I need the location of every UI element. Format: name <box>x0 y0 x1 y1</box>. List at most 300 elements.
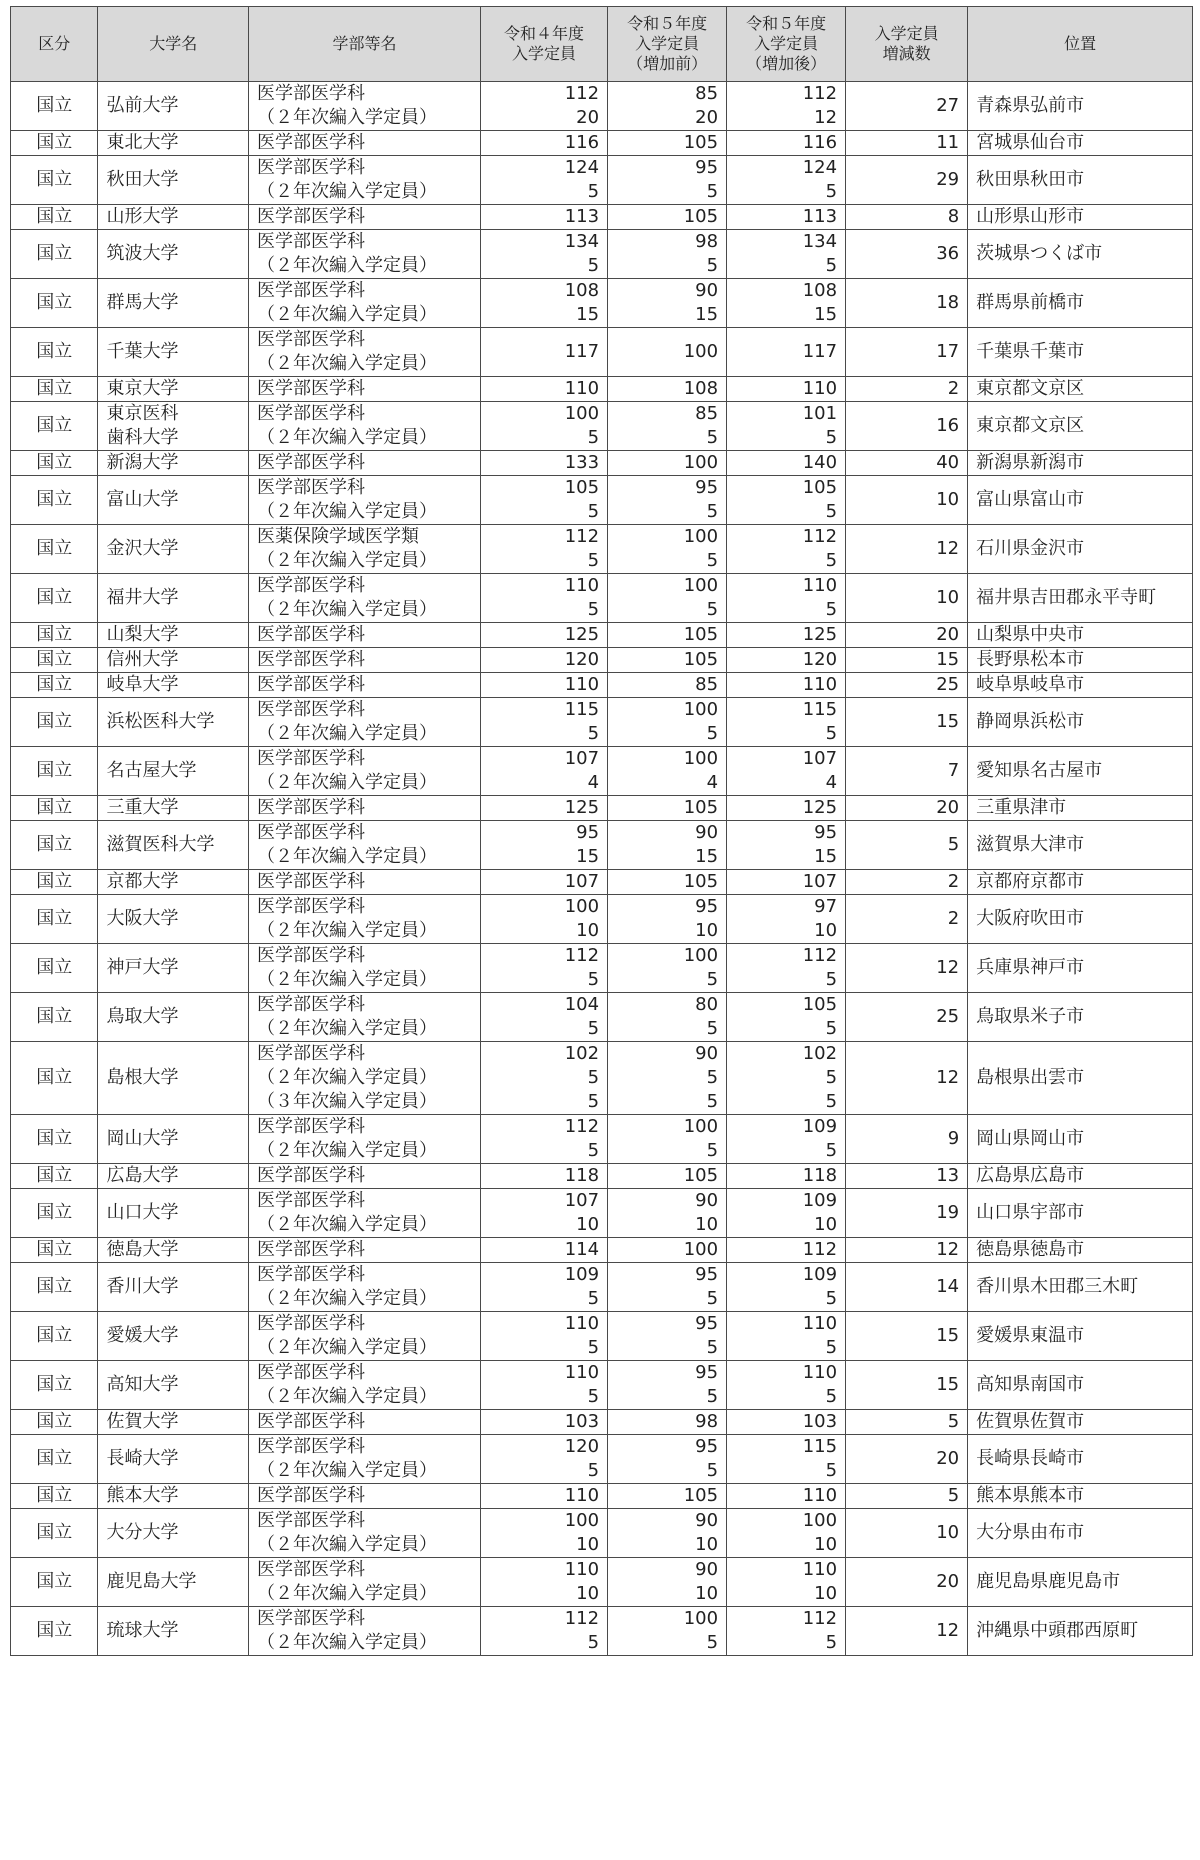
category-text: 国立 <box>36 292 73 313</box>
r5-before-cell <box>608 451 727 476</box>
category-cell <box>11 205 98 230</box>
quota-change-cell <box>846 279 968 328</box>
r4-quota-line: 103 <box>564 1411 600 1432</box>
r5-before-cell <box>608 821 727 870</box>
table-row <box>11 377 1193 402</box>
category-text: 国立 <box>36 1006 73 1027</box>
table-row <box>11 1484 1193 1509</box>
r5-after-cell <box>727 402 846 451</box>
r5-after-line: 125 <box>802 624 838 645</box>
quota-change-cell <box>846 870 968 895</box>
quota-change-text: 12 <box>936 1067 960 1088</box>
header-location: 位置 <box>968 7 1193 82</box>
r5-after-line: 12 <box>814 107 838 128</box>
quota-change-cell <box>846 574 968 623</box>
r5-after-line: 5 <box>825 1067 838 1088</box>
category-text: 国立 <box>36 341 73 362</box>
location-text: 三重県津市 <box>976 797 1067 818</box>
faculty-cell <box>249 796 481 821</box>
category-cell <box>11 895 98 944</box>
r5-before-line: 100 <box>683 341 719 362</box>
university-line: 大阪大学 <box>106 908 179 929</box>
quota-change-cell <box>846 1189 968 1238</box>
faculty-cell <box>249 205 481 230</box>
r5-before-line: 105 <box>683 132 719 153</box>
faculty-cell <box>249 279 481 328</box>
table-row <box>11 279 1193 328</box>
r4-quota-line: 115 <box>564 699 600 720</box>
table-row <box>11 451 1193 476</box>
location-text: 茨城県つくば市 <box>976 243 1103 264</box>
r5-after-cell <box>727 131 846 156</box>
university-line: 筑波大学 <box>106 243 179 264</box>
university-line: 名古屋大学 <box>106 760 197 781</box>
quota-change-text: 2 <box>947 908 960 929</box>
quota-change-cell <box>846 131 968 156</box>
quota-change-cell <box>846 623 968 648</box>
university-cell <box>98 1361 249 1410</box>
university-line: 山形大学 <box>106 206 179 227</box>
r4-quota-line: 5 <box>587 255 600 276</box>
category-cell <box>11 1189 98 1238</box>
r5-after-line: 5 <box>825 1091 838 1112</box>
faculty-line: 医学部医学科 <box>257 1510 366 1531</box>
r5-before-line: 100 <box>683 1239 719 1260</box>
r5-before-line: 105 <box>683 871 719 892</box>
r4-quota-line: 117 <box>564 341 600 362</box>
r5-before-cell <box>608 1435 727 1484</box>
university-cell <box>98 377 249 402</box>
table-row <box>11 821 1193 870</box>
faculty-line: 医学部医学科 <box>257 1239 366 1260</box>
university-line: 岡山大学 <box>106 1128 179 1149</box>
faculty-line: 医学部医学科 <box>257 699 366 720</box>
faculty-line: 医学部医学科 <box>257 1116 366 1137</box>
category-cell <box>11 1558 98 1607</box>
r4-quota-cell <box>480 279 607 328</box>
r5-after-line: 4 <box>825 772 838 793</box>
r5-after-line: 109 <box>802 1116 838 1137</box>
r5-after-cell <box>727 1312 846 1361</box>
category-text: 国立 <box>36 132 73 153</box>
faculty-line: 医学部医学科 <box>257 649 366 670</box>
r5-after-cell <box>727 648 846 673</box>
faculty-line: 医学部医学科 <box>257 1362 366 1383</box>
faculty-line: （３年次編入学定員） <box>257 1091 438 1112</box>
r5-before-line: 5 <box>706 1386 719 1407</box>
university-line: 神戸大学 <box>106 957 179 978</box>
location-cell <box>968 747 1193 796</box>
category-cell <box>11 1410 98 1435</box>
r5-before-line: 5 <box>706 255 719 276</box>
table-row <box>11 1238 1193 1263</box>
faculty-cell <box>249 377 481 402</box>
r5-after-line: 5 <box>825 969 838 990</box>
university-line: 島根大学 <box>106 1067 179 1088</box>
r4-quota-cell <box>480 476 607 525</box>
r5-after-cell <box>727 1410 846 1435</box>
faculty-line: 医学部医学科 <box>257 1313 366 1334</box>
faculty-line: 医学部医学科 <box>257 1043 366 1064</box>
quota-change-cell <box>846 1410 968 1435</box>
quota-change-cell <box>846 673 968 698</box>
r5-after-line: 116 <box>802 132 838 153</box>
r5-before-cell <box>608 1361 727 1410</box>
faculty-line: （２年次編入学定員） <box>257 772 438 793</box>
r5-before-line: 100 <box>683 452 719 473</box>
location-text: 石川県金沢市 <box>976 538 1085 559</box>
r4-quota-cell <box>480 205 607 230</box>
university-cell <box>98 1042 249 1115</box>
r5-after-line: 117 <box>802 341 838 362</box>
r4-quota-line: 5 <box>587 969 600 990</box>
r4-quota-line: 125 <box>564 624 600 645</box>
faculty-cell <box>249 648 481 673</box>
quota-change-cell <box>846 525 968 574</box>
r4-quota-cell <box>480 1238 607 1263</box>
r4-quota-line: 5 <box>587 1386 600 1407</box>
r5-after-cell <box>727 673 846 698</box>
university-line: 鹿児島大学 <box>106 1571 197 1592</box>
r4-quota-line: 5 <box>587 1091 600 1112</box>
category-cell <box>11 698 98 747</box>
quota-change-text: 13 <box>936 1165 960 1186</box>
r5-before-line: 98 <box>695 231 719 252</box>
table-row <box>11 1263 1193 1312</box>
faculty-line: 医学部医学科 <box>257 871 366 892</box>
university-line: 浜松医科大学 <box>106 711 215 732</box>
r4-quota-cell <box>480 377 607 402</box>
quota-change-cell <box>846 1607 968 1656</box>
category-text: 国立 <box>36 908 73 929</box>
r4-quota-line: 108 <box>564 280 600 301</box>
r4-quota-line: 120 <box>564 1436 600 1457</box>
r5-after-line: 109 <box>802 1264 838 1285</box>
r5-before-line: 10 <box>695 920 719 941</box>
quota-change-cell <box>846 1361 968 1410</box>
location-text: 愛知県名古屋市 <box>976 760 1103 781</box>
r5-after-line: 110 <box>802 575 838 596</box>
category-cell <box>11 1263 98 1312</box>
category-cell <box>11 377 98 402</box>
quota-change-cell <box>846 205 968 230</box>
r5-after-cell <box>727 525 846 574</box>
category-cell <box>11 525 98 574</box>
university-line: 秋田大学 <box>106 169 179 190</box>
r5-after-cell <box>727 944 846 993</box>
location-cell <box>968 698 1193 747</box>
r5-before-line: 5 <box>706 969 719 990</box>
r4-quota-line: 110 <box>564 1362 600 1383</box>
faculty-cell <box>249 1189 481 1238</box>
quota-change-cell <box>846 82 968 131</box>
table-row <box>11 1558 1193 1607</box>
r4-quota-cell <box>480 623 607 648</box>
r5-after-line: 5 <box>825 255 838 276</box>
quota-change-text: 8 <box>947 206 960 227</box>
location-cell <box>968 796 1193 821</box>
faculty-line: （２年次編入学定員） <box>257 920 438 941</box>
category-text: 国立 <box>36 674 73 695</box>
r5-before-line: 95 <box>695 1362 719 1383</box>
university-cell <box>98 1312 249 1361</box>
r5-before-line: 108 <box>683 378 719 399</box>
table-row <box>11 156 1193 205</box>
faculty-line: （２年次編入学定員） <box>257 1214 438 1235</box>
faculty-line: 医学部医学科 <box>257 624 366 645</box>
category-cell <box>11 402 98 451</box>
quota-change-text: 5 <box>947 1485 960 1506</box>
r5-before-cell <box>608 82 727 131</box>
quota-change-text: 10 <box>936 489 960 510</box>
quota-change-text: 20 <box>936 797 960 818</box>
r4-quota-cell <box>480 1361 607 1410</box>
faculty-line: （２年次編入学定員） <box>257 1534 438 1555</box>
university-cell <box>98 944 249 993</box>
r5-before-line: 105 <box>683 624 719 645</box>
r5-before-cell <box>608 870 727 895</box>
category-text: 国立 <box>36 489 73 510</box>
location-text: 福井県吉田郡永平寺町 <box>976 587 1157 608</box>
table-row <box>11 673 1193 698</box>
quota-change-text: 12 <box>936 1620 960 1641</box>
university-cell <box>98 623 249 648</box>
r5-after-line: 107 <box>802 871 838 892</box>
r5-before-line: 95 <box>695 896 719 917</box>
faculty-line: 医学部医学科 <box>257 575 366 596</box>
table-row <box>11 1361 1193 1410</box>
table-row <box>11 525 1193 574</box>
r5-before-line: 10 <box>695 1214 719 1235</box>
location-cell <box>968 648 1193 673</box>
r4-quota-line: 133 <box>564 452 600 473</box>
r5-after-cell <box>727 993 846 1042</box>
category-cell <box>11 230 98 279</box>
r4-quota-line: 5 <box>587 1018 600 1039</box>
quota-change-text: 40 <box>936 452 960 473</box>
faculty-cell <box>249 82 481 131</box>
r5-after-cell <box>727 82 846 131</box>
r5-after-cell <box>727 156 846 205</box>
table-row <box>11 1042 1193 1115</box>
r5-before-cell <box>608 623 727 648</box>
faculty-line: （２年次編入学定員） <box>257 1337 438 1358</box>
category-cell <box>11 796 98 821</box>
r5-before-cell <box>608 944 727 993</box>
r4-quota-line: 95 <box>576 822 600 843</box>
r5-before-line: 100 <box>683 575 719 596</box>
category-text: 国立 <box>36 452 73 473</box>
r4-quota-line: 112 <box>564 1116 600 1137</box>
faculty-line: 医学部医学科 <box>257 1436 366 1457</box>
location-text: 山口県宇部市 <box>976 1202 1085 1223</box>
quota-change-text: 2 <box>947 378 960 399</box>
r5-before-line: 20 <box>695 107 719 128</box>
university-cell <box>98 230 249 279</box>
r5-after-cell <box>727 1164 846 1189</box>
r5-after-line: 134 <box>802 231 838 252</box>
r5-before-line: 90 <box>695 280 719 301</box>
category-text: 国立 <box>36 1067 73 1088</box>
quota-change-cell <box>846 895 968 944</box>
location-cell <box>968 993 1193 1042</box>
category-text: 国立 <box>36 243 73 264</box>
r5-before-line: 5 <box>706 599 719 620</box>
faculty-line: （２年次編入学定員） <box>257 304 438 325</box>
university-cell <box>98 574 249 623</box>
r5-before-line: 90 <box>695 822 719 843</box>
location-text: 山形県山形市 <box>976 206 1085 227</box>
location-cell <box>968 1312 1193 1361</box>
r4-quota-cell <box>480 747 607 796</box>
r5-before-line: 90 <box>695 1559 719 1580</box>
quota-change-cell <box>846 1312 968 1361</box>
faculty-cell <box>249 1238 481 1263</box>
r5-after-cell <box>727 1238 846 1263</box>
r4-quota-cell <box>480 1164 607 1189</box>
r5-before-cell <box>608 673 727 698</box>
quota-change-cell <box>846 402 968 451</box>
location-cell <box>968 574 1193 623</box>
category-cell <box>11 870 98 895</box>
university-cell <box>98 1263 249 1312</box>
faculty-cell <box>249 1607 481 1656</box>
r5-before-line: 90 <box>695 1510 719 1531</box>
r5-before-line: 85 <box>695 674 719 695</box>
category-text: 国立 <box>36 1202 73 1223</box>
university-line: 佐賀大学 <box>106 1411 179 1432</box>
category-cell <box>11 1361 98 1410</box>
r5-after-line: 5 <box>825 1337 838 1358</box>
r5-before-line: 5 <box>706 1460 719 1481</box>
location-cell <box>968 402 1193 451</box>
r5-after-line: 120 <box>802 649 838 670</box>
r5-after-line: 115 <box>802 1436 838 1457</box>
table-row <box>11 1509 1193 1558</box>
r4-quota-line: 5 <box>587 1140 600 1161</box>
faculty-line: （２年次編入学定員） <box>257 969 438 990</box>
university-line: 群馬大学 <box>106 292 179 313</box>
university-line: 三重大学 <box>106 797 179 818</box>
category-cell <box>11 1435 98 1484</box>
faculty-line: 医学部医学科 <box>257 206 366 227</box>
category-text: 国立 <box>36 1522 73 1543</box>
quota-change-text: 9 <box>947 1128 960 1149</box>
faculty-line: 医学部医学科 <box>257 1411 366 1432</box>
table-row <box>11 1312 1193 1361</box>
r4-quota-line: 10 <box>576 920 600 941</box>
faculty-line: 医学部医学科 <box>257 896 366 917</box>
location-cell <box>968 328 1193 377</box>
r4-quota-line: 110 <box>564 575 600 596</box>
quota-change-text: 17 <box>936 341 960 362</box>
header-category: 区分 <box>11 7 98 82</box>
r5-before-line: 95 <box>695 1264 719 1285</box>
location-cell <box>968 451 1193 476</box>
category-text: 国立 <box>36 587 73 608</box>
r4-quota-cell <box>480 230 607 279</box>
location-cell <box>968 1361 1193 1410</box>
university-cell <box>98 402 249 451</box>
faculty-line: 医学部医学科 <box>257 1190 366 1211</box>
faculty-cell <box>249 574 481 623</box>
location-text: 長崎県長崎市 <box>976 1448 1085 1469</box>
university-line: 熊本大学 <box>106 1485 179 1506</box>
r5-after-line: 5 <box>825 599 838 620</box>
quota-change-text: 15 <box>936 649 960 670</box>
table-row <box>11 205 1193 230</box>
r5-before-line: 90 <box>695 1190 719 1211</box>
category-cell <box>11 747 98 796</box>
faculty-cell <box>249 895 481 944</box>
r5-before-cell <box>608 1410 727 1435</box>
university-line: 東京大学 <box>106 378 179 399</box>
quota-change-text: 5 <box>947 1411 960 1432</box>
location-text: 京都府京都市 <box>976 871 1085 892</box>
university-line: 徳島大学 <box>106 1239 179 1260</box>
r5-after-line: 110 <box>802 674 838 695</box>
faculty-line: 医学部医学科 <box>257 280 366 301</box>
r5-before-cell <box>608 698 727 747</box>
category-text: 国立 <box>36 1276 73 1297</box>
location-text: 兵庫県神戸市 <box>976 957 1085 978</box>
faculty-cell <box>249 698 481 747</box>
university-line: 千葉大学 <box>106 341 179 362</box>
quota-change-cell <box>846 796 968 821</box>
faculty-line: 医学部医学科 <box>257 797 366 818</box>
university-line: 大分大学 <box>106 1522 179 1543</box>
faculty-line: （２年次編入学定員） <box>257 1632 438 1653</box>
faculty-cell <box>249 993 481 1042</box>
faculty-line: （２年次編入学定員） <box>257 427 438 448</box>
r5-after-cell <box>727 1263 846 1312</box>
r5-after-cell <box>727 476 846 525</box>
faculty-line: 医薬保険学域医学類 <box>257 526 420 547</box>
r5-after-line: 124 <box>802 157 838 178</box>
r5-before-cell <box>608 1312 727 1361</box>
quota-change-cell <box>846 1509 968 1558</box>
faculty-cell <box>249 821 481 870</box>
university-line: 広島大学 <box>106 1165 179 1186</box>
r5-before-line: 10 <box>695 1583 719 1604</box>
quota-change-text: 25 <box>936 674 960 695</box>
location-cell <box>968 156 1193 205</box>
r4-quota-line: 5 <box>587 1632 600 1653</box>
r5-before-cell <box>608 1042 727 1115</box>
r4-quota-line: 113 <box>564 206 600 227</box>
r5-after-cell <box>727 698 846 747</box>
quota-change-text: 2 <box>947 871 960 892</box>
r5-after-line: 15 <box>814 846 838 867</box>
quota-change-text: 36 <box>936 243 960 264</box>
r5-after-line: 108 <box>802 280 838 301</box>
university-line: 京都大学 <box>106 871 179 892</box>
location-cell <box>968 1558 1193 1607</box>
quota-change-text: 20 <box>936 1571 960 1592</box>
r5-before-line: 85 <box>695 403 719 424</box>
location-text: 群馬県前橋市 <box>976 292 1085 313</box>
location-cell <box>968 525 1193 574</box>
faculty-line: 医学部医学科 <box>257 477 366 498</box>
faculty-cell <box>249 1435 481 1484</box>
r5-before-line: 95 <box>695 157 719 178</box>
r5-after-line: 5 <box>825 1386 838 1407</box>
r4-quota-cell <box>480 1042 607 1115</box>
category-text: 国立 <box>36 415 73 436</box>
r4-quota-line: 110 <box>564 1313 600 1334</box>
r4-quota-line: 110 <box>564 1485 600 1506</box>
faculty-line: 医学部医学科 <box>257 132 366 153</box>
